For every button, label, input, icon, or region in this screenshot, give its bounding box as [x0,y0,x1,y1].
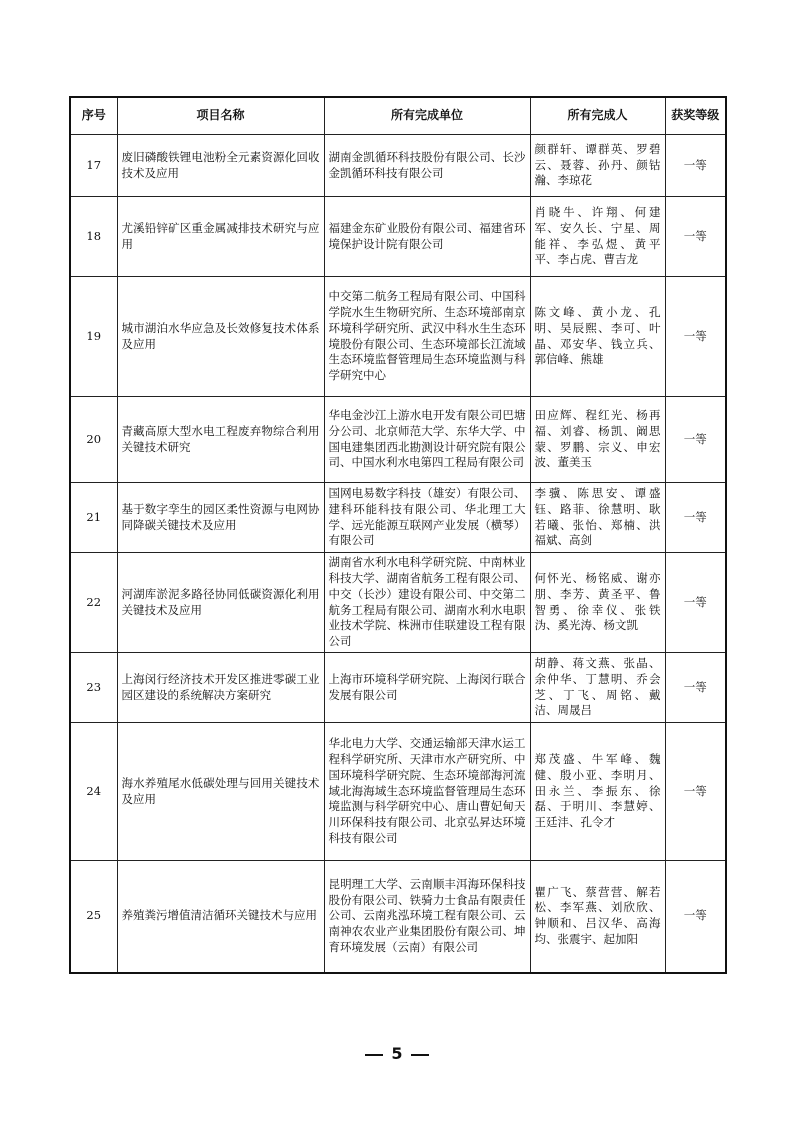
cell-award-level: 一等 [665,861,726,973]
cell-award-level: 一等 [665,483,726,553]
cell-completing-people: 瞿广飞、蔡营营、解若松、李军燕、刘欣欣、钟顺和、吕汉华、高海均、张震宇、起加阳 [530,861,665,973]
right-dash [411,1054,429,1056]
cell-serial-number: 21 [70,483,117,553]
cell-award-level: 一等 [665,135,726,197]
cell-project-name: 青藏高原大型水电工程废弃物综合利用关键技术研究 [117,397,324,483]
cell-completing-people: 郑茂盛、牛军峰、魏健、殷小亚、李明月、田永兰、李振东、徐磊、于明川、李慧婷、王廷沣、孔令才 [530,723,665,861]
cell-award-level: 一等 [665,723,726,861]
cell-serial-number: 19 [70,277,117,397]
cell-completing-people: 胡静、蒋文燕、张晶、余仲华、丁慧明、乔会芝、丁飞、周铭、戴洁、周晟吕 [530,653,665,723]
page-number: 5 [391,1044,403,1063]
cell-project-name: 海水养殖尾水低碳处理与回用关键技术及应用 [117,723,324,861]
header-completing-people: 所有完成人 [530,97,665,135]
cell-completing-people: 陈文峰、黄小龙、孔明、吴辰熙、李可、叶晶、邓安华、钱立兵、郭信峰、熊雄 [530,277,665,397]
cell-completing-units: 上海市环境科学研究院、上海闵行联合发展有限公司 [324,653,530,723]
cell-serial-number: 18 [70,197,117,277]
cell-completing-units: 福建金东矿业股份有限公司、福建省环境保护设计院有限公司 [324,197,530,277]
table-header-row [70,97,726,135]
header-serial-number: 序号 [70,97,117,135]
header-project-name: 项目名称 [117,97,324,135]
cell-completing-units: 华电金沙江上游水电开发有限公司巴塘分公司、北京师范大学、东华大学、中国电建集团西北勘测设计研究院有限公司、中国水利水电第四工程局有限公司 [324,397,530,483]
table-row [70,397,726,483]
left-dash [365,1054,383,1056]
table-row [70,653,726,723]
table-row [70,277,726,397]
table-row [70,483,726,553]
table-body [70,135,726,973]
cell-completing-people: 颜群轩、谭群英、罗碧云、聂蓉、孙丹、颜钴瀚、李琼花 [530,135,665,197]
cell-award-level: 一等 [665,397,726,483]
header-completing-units: 所有完成单位 [324,97,530,135]
cell-completing-people: 肖晓牛、许翔、何建军、安久长、宁星、周能祥、李弘煜、黄平平、李占虎、曹吉龙 [530,197,665,277]
cell-serial-number: 22 [70,553,117,653]
cell-project-name: 河湖库淤泥多路径协同低碳资源化利用关键技术及应用 [117,553,324,653]
awards-table-container [69,96,725,974]
table-row [70,723,726,861]
cell-project-name: 养殖粪污增值清洁循环关键技术与应用 [117,861,324,973]
cell-serial-number: 17 [70,135,117,197]
table-row [70,197,726,277]
header-award-level: 获奖等级 [665,97,726,135]
cell-project-name: 废旧磷酸铁锂电池粉全元素资源化回收技术及应用 [117,135,324,197]
table-row [70,135,726,197]
cell-award-level: 一等 [665,197,726,277]
cell-completing-units: 国网电易数字科技（雄安）有限公司、建科环能科技有限公司、华北理工大学、远光能源互联网产业发展（横琴）有限公司 [324,483,530,553]
cell-project-name: 基于数字孪生的园区柔性资源与电网协同降碳关键技术及应用 [117,483,324,553]
cell-completing-people: 田应辉、程红光、杨再福、刘睿、杨凯、阚思蒙、罗鹏、宗义、申宏波、董美玉 [530,397,665,483]
cell-serial-number: 24 [70,723,117,861]
cell-project-name: 尤溪铅锌矿区重金属减排技术研究与应用 [117,197,324,277]
awards-table [69,96,727,974]
cell-completing-people: 何怀光、杨铭威、谢亦朋、李芳、黄圣平、鲁智勇、徐幸仪、张铁沩、奚光涛、杨文凯 [530,553,665,653]
cell-serial-number: 25 [70,861,117,973]
cell-completing-units: 湖南省水利水电科学研究院、中南林业科技大学、湖南省航务工程有限公司、中交（长沙）建设有限公司、中交第二航务工程局有限公司、湖南水利水电职业技术学院、株洲市佳联建设工程有限公司 [324,553,530,653]
page-footer [0,1044,794,1063]
table-row [70,553,726,653]
cell-project-name: 上海闵行经济技术开发区推进零碳工业园区建设的系统解决方案研究 [117,653,324,723]
cell-award-level: 一等 [665,653,726,723]
cell-project-name: 城市湖泊水华应急及长效修复技术体系及应用 [117,277,324,397]
cell-completing-units: 湖南金凯循环科技股份有限公司、长沙金凯循环科技有限公司 [324,135,530,197]
cell-award-level: 一等 [665,277,726,397]
cell-completing-units: 华北电力大学、交通运输部天津水运工程科学研究所、天津市水产研究所、中国环境科学研究院、生态环境部海河流域北海海域生态环境监督管理局生态环境监测与科学研究中心、唐山曹妃甸天川环保科技有限公司、北京弘昇达环境科技有限公司 [324,723,530,861]
cell-completing-units: 昆明理工大学、云南顺丰洱海环保科技股份有限公司、铁骑力士食品有限责任公司、云南兆泓环境工程有限公司、云南神农农业产业集团股份有限公司、坤育环境发展（云南）有限公司 [324,861,530,973]
table-row [70,861,726,973]
cell-award-level: 一等 [665,553,726,653]
cell-serial-number: 23 [70,653,117,723]
cell-completing-people: 李骥、陈思安、谭盛钰、路菲、徐慧明、耿若曦、张怡、郑楠、洪福斌、高剑 [530,483,665,553]
cell-completing-units: 中交第二航务工程局有限公司、中国科学院水生生物研究所、生态环境部南京环境科学研究所、武汉中科水生生态环境股份有限公司、生态环境部长江流域生态环境监督管理局生态环境监测与科学研究中心 [324,277,530,397]
cell-serial-number: 20 [70,397,117,483]
